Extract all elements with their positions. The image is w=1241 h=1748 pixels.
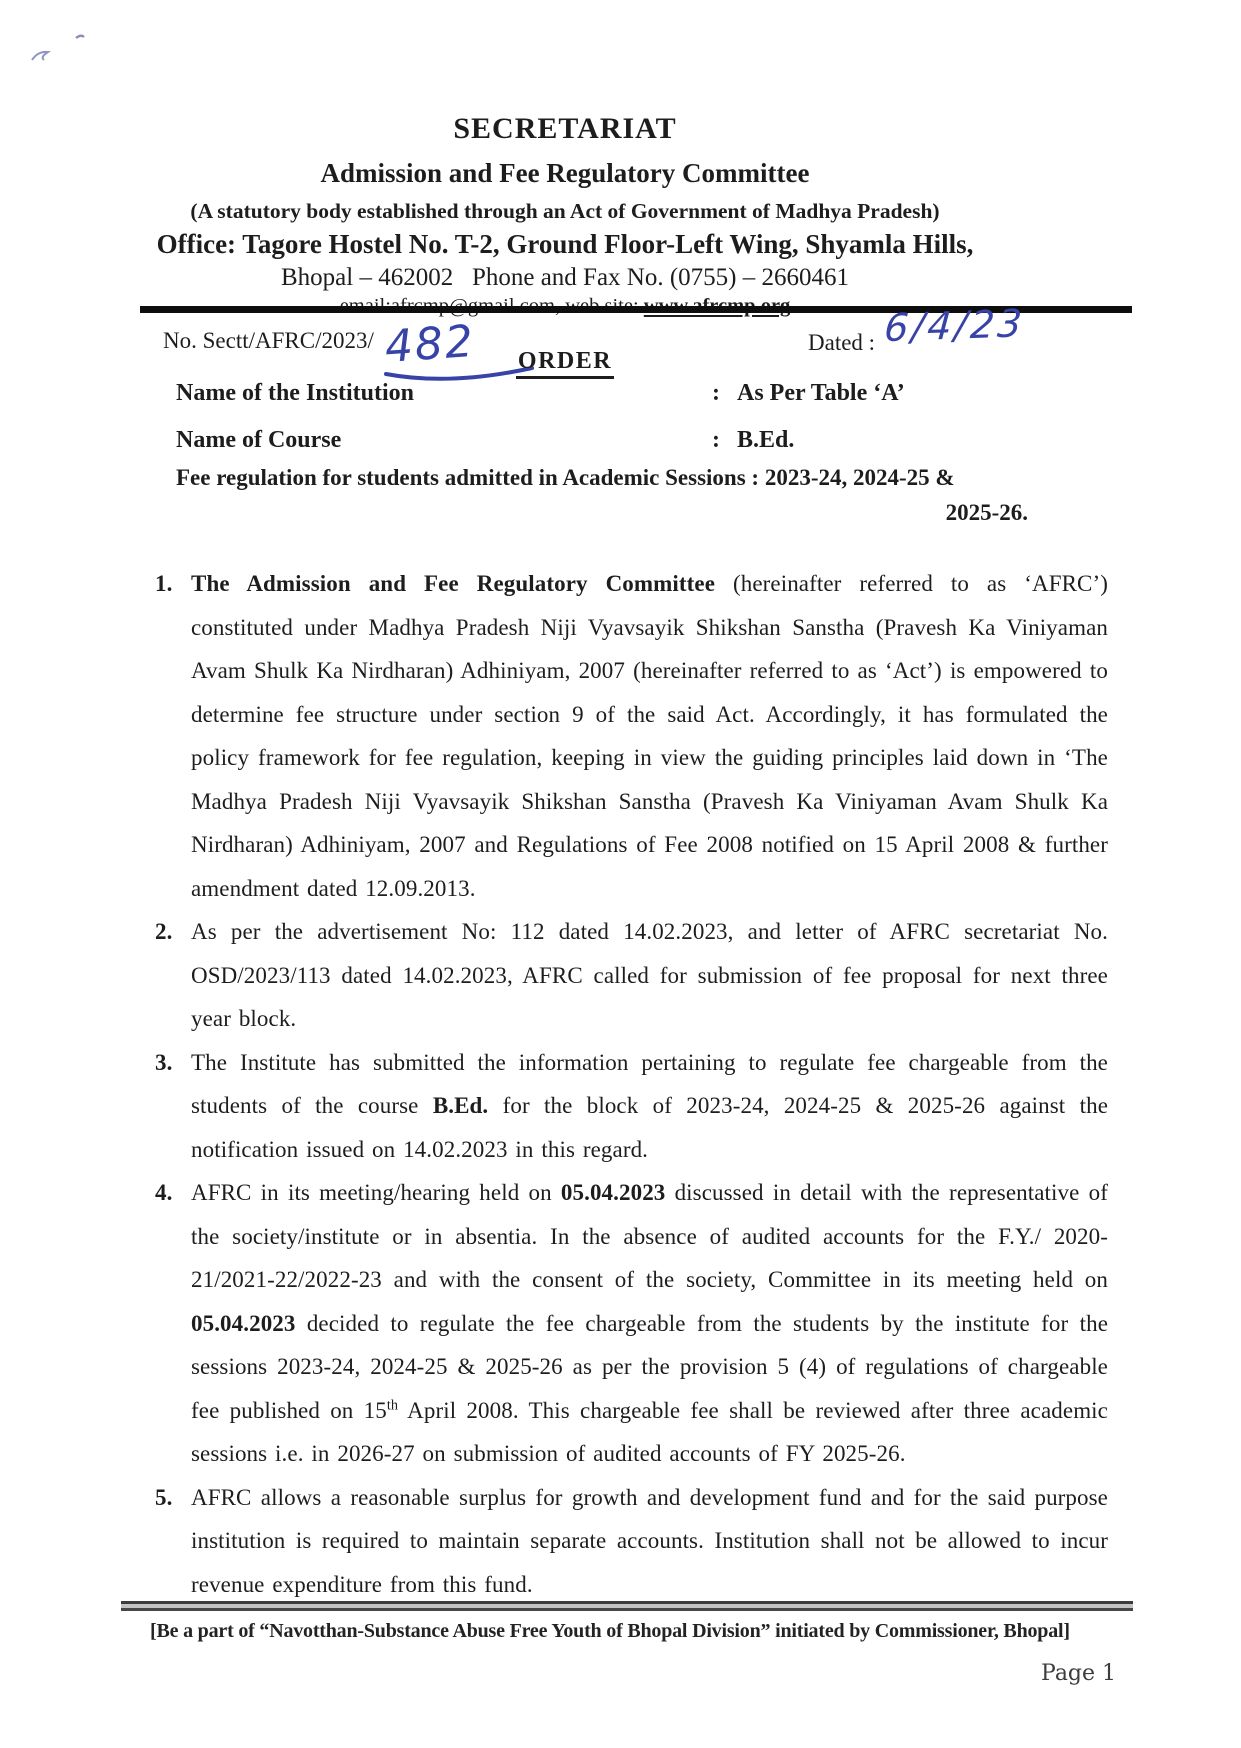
item-number: 3. xyxy=(155,1049,173,1075)
svg-text:482: 482 xyxy=(383,316,477,373)
item-number: 4. xyxy=(155,1180,173,1205)
item-number: 2. xyxy=(155,919,173,944)
numbered-item-1 xyxy=(155,562,1108,910)
date-handwritten: 6/4/23 xyxy=(882,301,1027,351)
item-text: AFRC in its meeting/hearing held on 05.04.2023 discussed in detail with the representative of the society/institute or in absentia. In the absence of audited accounts for the F.Y./ 2020-21/2021-22/2022-23 and with the consent of the society, Committee in its meeting held on 05.04.2023 decided to regulate the fee chargeable from the students by the institute for the sessions 2023-24, 2024-25 & 2025-26 as per the provision 5 (4) of regulations of chargeable fee published on 15th April 2008. This chargeable fee shall be reviewed after three academic sessions i.e. in 2026-27 on submission of audited accounts of FY 2025-26. xyxy=(191,1180,1108,1466)
org-secretariat-title: SECRETARIAT xyxy=(453,112,677,145)
dated-label: Dated : xyxy=(808,330,876,355)
order-title: ORDER xyxy=(140,348,990,379)
item-text: The Institute has submitted the information pertaining to regulate fee chargeable from the students of the course B.Ed. for the block of 2023-24, 2024-25 & 2025-26 against the notification issued on 14.02.2023 in this regard. xyxy=(191,1049,1109,1162)
numbered-item-2 xyxy=(155,910,1108,1041)
field-value: B.Ed. xyxy=(737,427,795,453)
footer-note: [Be a part of “Navotthan-Substance Abuse Free Youth of Bhopal Division” initiated by Commissioner, Bhopal] xyxy=(150,1620,1070,1642)
field-row-institution xyxy=(176,380,1136,407)
org-city-phone-line: Bhopal – 462002 Phone and Fax No. (0755) – 2660461 xyxy=(280,264,850,291)
item-number: 1. xyxy=(155,571,173,596)
item-text: The Admission and Fee Regulatory Committee (hereinafter referred to as ‘AFRC’) constituted under Madhya Pradesh Niji Vyavsayik Shikshan Sanstha (Pravesh Ka Viniyaman Avam Shulk Ka Nirdharan) Adhiniyam, 2007 (hereinafter referred to as ‘Act’) is empowered to determine fee structure under section 9 of the said Act. Accordingly, it has formulated the policy framework for fee regulation, keeping in view the guiding principles laid down in ‘The Madhya Pradesh Niji Vyavsayik Shikshan Sanstha (Pravesh Ka Viniyaman Avam Shulk Ka Nirdharan) Adhiniyam, 2007 and Regulations of Fee 2008 notified on 15 April 2008 & further amendment dated 12.09.2013. xyxy=(191,571,1108,901)
field-separator: : xyxy=(712,427,720,453)
order-body xyxy=(155,562,1108,1606)
org-address-line: Office: Tagore Hostel No. T-2, Ground Floor-Left Wing, Shyamla Hills, xyxy=(156,229,974,259)
subject-block xyxy=(176,460,1042,530)
page-number: Page 1 xyxy=(1041,1661,1117,1686)
item-text: As per the advertisement No: 112 dated 14.02.2023, and letter of AFRC secretariat No. OSD/2023/113 dated 14.02.2023, AFRC called for submission of fee proposal for next three year block. xyxy=(191,919,1108,1031)
numbered-item-5 xyxy=(155,1476,1108,1607)
field-label: Name of the Institution xyxy=(176,380,414,406)
item-number: 5. xyxy=(155,1484,173,1510)
field-separator: : xyxy=(712,380,720,406)
pen-scribble-mark xyxy=(24,26,154,86)
org-name: Admission and Fee Regulatory Committee xyxy=(320,158,810,188)
item-text: AFRC allows a reasonable surplus for growth and development fund and for the said purpose institution is required to maintain separate accounts. Institution shall not be allowed to incur revenue expenditure from this fund. xyxy=(191,1484,1108,1597)
footer-divider-rule xyxy=(121,1601,1133,1611)
numbered-item-3 xyxy=(155,1041,1108,1172)
subject-line-1: Fee regulation for students admitted in Academic Sessions : 2023-24, 2024-25 & xyxy=(176,465,955,490)
ref-number-label: No. Sectt/AFRC/2023/ xyxy=(163,328,374,353)
subject-line-2: 2025-26. xyxy=(945,500,1028,525)
order-fields xyxy=(176,380,1136,454)
field-label: Name of Course xyxy=(176,427,342,453)
field-row-course xyxy=(176,427,1136,454)
letterhead xyxy=(140,112,990,318)
numbered-item-4 xyxy=(155,1171,1108,1476)
field-value: As Per Table ‘A’ xyxy=(737,380,905,406)
org-statute-line: (A statutory body established through an Act of Government of Madhya Pradesh) xyxy=(190,199,940,223)
